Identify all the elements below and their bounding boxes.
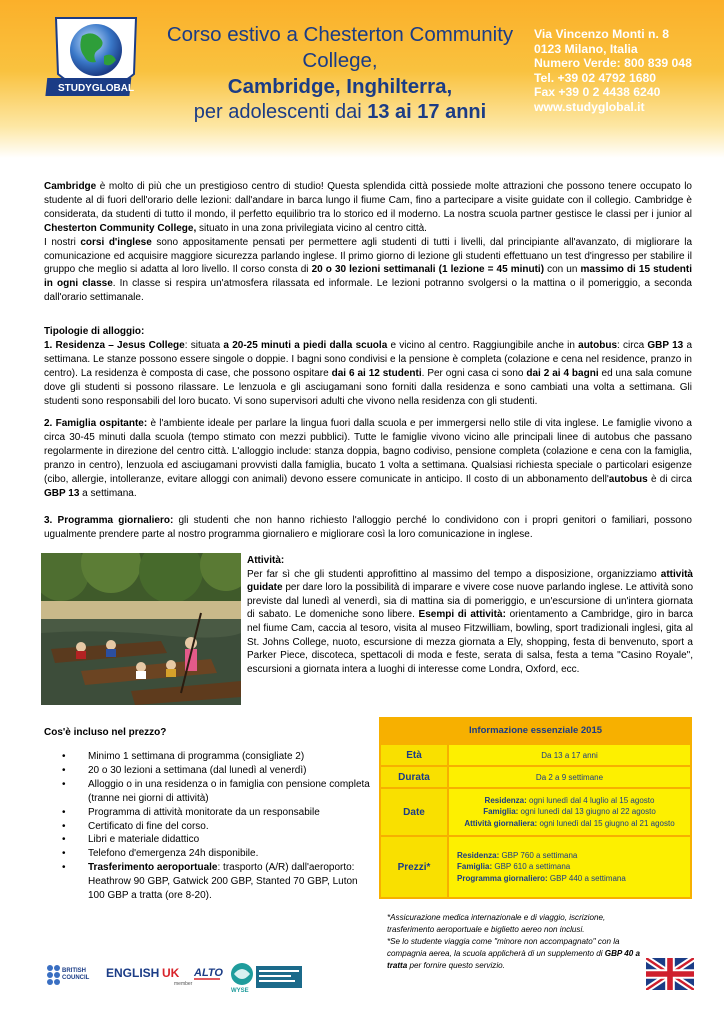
contact-phone: Tel. +39 02 4792 1680 <box>534 70 657 85</box>
intro-text <box>44 180 692 305</box>
contact-fax: Fax +39 0 2 4438 6240 <box>534 85 661 100</box>
list-item: • Alloggio o in una residenza o in famiglia con pensione completa (tranne nei giorni di attività) <box>62 778 372 806</box>
dates-residence: Residenza: ogni lunedì dal 4 luglio al 15 agosto <box>484 795 655 805</box>
housing-daily-program <box>44 514 692 542</box>
list-item: • Trasferimento aeroportuale: trasporto (A/R) dall'aeroporto: Heathrow 90 GBP, Gatwick 200 GBP, Stanted 70 GBP, Luton 100 GBP a tratta (ore 8-20). <box>62 861 372 903</box>
dates-daily: Attività giornaliera: ogni lunedì dal 15 giugno al 21 agosto <box>464 818 675 828</box>
note-1: *Assicurazione medica internazionale e di viaggio, iscrizione, trasferimento aeroportuale e biglietto aereo non inclusi. <box>387 913 606 934</box>
price-family: Famiglia: GBP 610 a settimana <box>457 862 571 872</box>
svg-text:WYSE: WYSE <box>231 988 249 994</box>
wyse-logo <box>231 963 302 994</box>
info-row-duration <box>381 765 690 787</box>
info-row-prices <box>381 835 690 897</box>
title-line-2: Cambridge, Inghilterra, <box>227 75 453 98</box>
intro-paragraph-2: I nostri corsi d'inglese sono appositamente pensati per permettere agli studenti di tutti i livelli, dal principiante all'avanzato, di migliorare la comunicazione ed acquisire maggiore sicurezza parlando inglese. Il primo giorno di lezione gli studenti effettuano un test d'ingresso per stabilire il gruppo che meglio si adatta al loro livello. Il corso consta di 20 o 30 lezioni settimanali (1 lezione = 45 minuti) con un massimo di 15 studenti in ogni classe. In classe si respira un'atmosfera rilassata ed informale. Le lezioni potranno svolgersi o la mattina o il pomeriggio, a seconda dall'orario settimanale. <box>44 236 692 304</box>
british-council-logo <box>47 965 90 985</box>
english-uk-logo <box>106 966 193 987</box>
info-value: Da 13 a 17 anni <box>449 745 690 765</box>
activities-text: Per far sì che gli studenti approfittino al massimo del tempo a disposizione, organizziamo attività guidate per dare loro la possibilità di imparare e vivere cose nuove parlando inglese. Le attività sono previste dal lunedì al venerdì, sia di mattina sia di pomeriggio, e un'escursione di un'intera giornata di sabato. Le domeniche sono libere. Esempi di attività: orientamento a Cambridge, giro in barca nel fiume Cam, caccia al tesoro, visita al museo Fitzwilliam, bowling, sport tradizionali inglesi, gita al St. Johns College, nuoto, escursione di mezza giornata a Ely, shopping, festa di benvenuto, sport a Parker Piece, discoteca, spettacoli di moda e feste, serata di salsa, festa a tema "Casino Royale", escursioni a giornata intera a luoghi di interesse come Londra, Oxford, ecc. <box>247 568 693 675</box>
contact-address: Via Vincenzo Monti n. 8 <box>534 27 669 41</box>
contact-city: 0123 Milano, Italia <box>534 41 638 56</box>
svg-text:ENGLISH: ENGLISH <box>106 966 160 980</box>
contact-toll-free: Numero Verde: 800 839 048 <box>534 56 692 71</box>
info-value: Da 2 a 9 settimane <box>449 767 690 787</box>
alto-logo <box>193 967 223 979</box>
list-item: • Telefono d'emergenza 24h disponibile. <box>62 847 372 861</box>
contact-website[interactable]: www.studyglobal.it <box>534 99 645 114</box>
info-value <box>449 789 690 835</box>
intro-paragraph-1: Cambridge è molto di più che un prestigioso centro di studio! Questa splendida città possiede molte attrazioni che possono tenere occupato lo studente al di fuori dell'orario delle lezioni: dall'andare in barca lungo il fiume Cam, fino a partecipare a visite guidate con il collegio. Cambridge è considerata, da studenti di tutto il mondo, il perfetto equilibrio tra lo storico ed il moderno. La nostra scuola partner gestisce le classi per i junior al Chesterton Community College, situato in una zona privilegiata vicino al centro città. <box>44 181 692 234</box>
info-label: Durata <box>381 767 449 787</box>
page-header <box>0 0 724 158</box>
list-item: • Certificato di fine del corso. <box>62 820 372 834</box>
svg-text:STUDYGLOBAL: STUDYGLOBAL <box>57 83 135 94</box>
price-notes <box>387 912 647 972</box>
essential-info-table <box>379 717 692 899</box>
included-heading: Cos'è incluso nel prezzo? <box>44 727 167 738</box>
info-label: Età <box>381 745 449 765</box>
activities-heading: Attività: <box>247 555 285 566</box>
uk-flag-icon <box>646 958 694 990</box>
housing-daily-text: 3. Programma giornaliero: gli studenti che non hanno richiesto l'alloggio perché lo condividono con i propri genitori o familiari, possono ugualmente prendere parte al nostro programma giornaliero e migliorare così la loro comunicazione in inglese. <box>44 515 692 540</box>
list-item: • Minimo 1 settimana di programma (consigliate 2) <box>62 750 372 764</box>
info-label: Prezzi* <box>381 837 449 897</box>
info-row-dates <box>381 787 690 835</box>
svg-text:member: member <box>174 981 193 987</box>
housing-residence: 1. Residenza – Jesus College: situata a 20-25 minuti a piedi dalla scuola e vicino al centro. Raggiungibile anche in autobus: circa GBP 13 a settimana. Le stanze possono essere singole o doppie. I bagni sono condivisi e la pensione è completa (colazione e cena nel residence, pranzo in centro). La residenza è composta di case, che possono ospitare dai 6 ai 12 studenti. Per ogni casa ci sono dai 2 ai 4 bagni ed una sala comune dove gli studenti si possono rilassare. Le lenzuola e gli asciugamani sono forniti dalla residenza e sono cambiati una volta a settimana. Gli studenti sono responsabili del loro bucato. Vi sono supervisori adulti che vivono nella residenza con gli studenti. <box>44 339 693 407</box>
svg-text:UK: UK <box>162 966 180 980</box>
price-daily: Programma giornaliero: GBP 440 a settimana <box>457 873 626 883</box>
list-item: • Programma di attività monitorate da un responsabile <box>62 806 372 820</box>
svg-text:BRITISH: BRITISH <box>62 968 86 974</box>
list-item: • Libri e materiale didattico <box>62 833 372 847</box>
punting-photo <box>41 553 241 705</box>
title-line-3: per adolescenti dai 13 ai 17 anni <box>193 101 487 123</box>
contact-block <box>534 27 692 115</box>
svg-text:COUNCIL: COUNCIL <box>62 975 90 981</box>
housing-heading: Tipologie di alloggio: <box>44 326 145 337</box>
note-2: *Se lo studente viaggia come "minore non accompagnato" con la compagnia aerea, la scuola applicherà di un supplemento di GBP 40 a tratta per fornire questo servizio. <box>387 937 641 970</box>
housing-family <box>44 417 692 500</box>
dates-family: Famiglia: ogni lunedì dal 13 giugno al 22 agosto <box>483 807 656 817</box>
info-row-age <box>381 743 690 765</box>
price-residence: Residenza: GBP 760 a settimana <box>457 850 578 860</box>
svg-text:ALTO: ALTO <box>194 967 223 979</box>
info-value <box>449 837 690 897</box>
included-list <box>62 750 372 903</box>
info-table-heading: Informazione essenziale 2015 <box>381 719 690 743</box>
title-line-1: Corso estivo a Chesterton Community College, <box>166 23 514 72</box>
list-item: • 20 o 30 lezioni a settimana (dal lunedì al venerdì) <box>62 764 372 778</box>
accreditation-logos <box>44 960 344 1000</box>
housing-family-text: 2. Famiglia ospitante: è l'ambiente ideale per parlare la lingua fuori dalla scuola e per immergersi nello stile di vita inglese. Le famiglie vivono a circa 30-45 minuti dalla scuola (tempo stimato con mezzi pubblici). Tutte le famiglie vivono vicino alle principali linee di autobus che passano regolarmente in direzione del centro città. L'alloggio include: stanza doppia, bagno codiviso, pensione completa (colazione e cena con la famiglia, pranzo in centro), lenzuola ed asciugamani provvisti dalla famiglia, bucato 1 volta a settimana. Qualsiasi richiesta speciale o particolari esigenze (cibo, allergie, intolleranze, evitare alloggi con animali) devono essere comunicate in anticipo. Il costo di un abbonamento dell'autobus è di circa GBP 13 a settimana. <box>44 418 692 499</box>
studyglobal-logo <box>42 14 150 106</box>
info-label: Date <box>381 789 449 835</box>
page-title <box>150 22 530 125</box>
housing-section <box>44 325 692 408</box>
activities-section <box>247 554 693 676</box>
